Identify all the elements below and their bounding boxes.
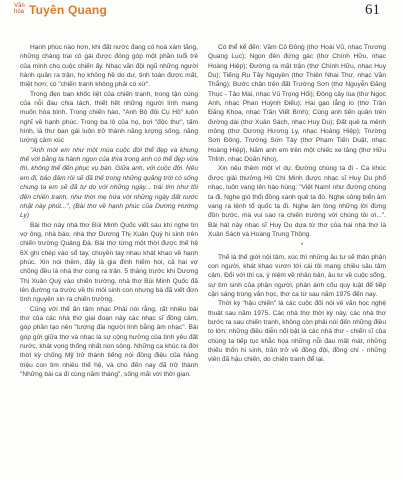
page-number: 61: [365, 2, 380, 18]
section-divider: *: [300, 242, 304, 250]
page-header: [0, 0, 402, 24]
paragraph: Cũng với thể ấn tâm nhạc Phải nói rằng, rất nhiều bài thơ của các nhà thơ giai đoạn này các nhạc sĩ đồng cảm, góp phần tạo nên "tượng đài người lính bằng âm nhạc". Bài góp gửi giữa thơ và nhạc là sự cộng hưởng của tình yêu đất nước, khát vọng thống nhất non sông. Những ca khúc ra đời thời kỳ chống Mỹ trở thành tiếng nói đồng điệu của hàng triệu con tim nhiều thế hệ, và cho đến nay đã trở thành "Những bài ca đi cùng năm tháng", sống mãi với thời gian.: [20, 305, 198, 379]
paragraph: Có thể kể đến: Vầm Cỏ Đông (thơ Hoài Vũ, nhạc Trương Quang Lục); Ngọn đèn đứng gác (thơ Chính Hữu, nhạc Hoàng Hiệp); Đường ra mặt trận (thơ Chính Hữu, nhạc Huy Du); Tiếng Ru Tây Nguyên (thơ Thiên Nhai Thơ, nhạc Văn Thắng); Bước chân trên đất Trường Sơn (thơ Nguyễn Đăng Thục - Tảo Mai, nhạc Vũ Trọng Hối); Đồng cây lúa (thơ Ngọc Anh, nhạc Phan Huỳnh Điểu); Hai gạo lẳng lo (thơ Trần Đăng Khoa, nhạc Trần Viết Bính); Cùng anh tiến quân trên đường dài (thơ Xuân Sách, nhạc Huy Du); Đất quê ta mênh mông (thơ Dương Hương Ly, nhạc Hoàng Hiệp); Trường Sơn Đông, Trường Sơn Tây (thơ Phạm Tiến Duật, nhạc Hoàng Hiệp), Năm anh em trên một chiếc xe tăng (thơ Hữu Thỉnh, nhạc Doãn Nho),: [208, 44, 386, 164]
logo-main-text: Tuyên Quang: [29, 3, 107, 17]
paragraph: Thời kỳ "hậu chiến" là các cuộc đối nói về văn học nghệ thuật sau năm 1975. Các nhà thơ thời kỳ này, các nhà thơ bước ra sau chiến tranh, không còn phải nói đến những điều to lớn; những điều diễn nối bật là các nhà thơ - chiến sĩ của chúng ta tiếp tục khắc họa những nỗi đau mất mát, những thiếu thốn hi sinh, trăn trở về đồng đội, đồng chí - những viên đã hậu chiến, do chiến tranh để lại.: [208, 300, 386, 364]
magazine-logo: [14, 3, 107, 17]
paragraph: Hạnh phúc nào hơn, khi đất nước đang có hoà xám tăng, những chàng trai cô gái được đóng góp một phần tuổi trẻ của mình cho cuộc chiến ấy. Nhạc văn đội ngũ những người hành quân ra trận, họ không hề do dư, tinh toán được mất, thiệt hơn; có "chiến tranh không phải có xứ".: [20, 44, 198, 89]
paragraph: Xin nêu thêm một ví dụ: Đường chúng ta đi - Ca khúc được giải thưởng Hồ Chí Minh được nhạc sĩ Huy Du phổ nhạc, luôn vang lên hào hùng: "Việt Nam! như đường chúng ta đi. Nghe gió thổi đồng xanh quê ta đó. Nghe sông biển âm vang ra lệnh tổ quốc ta đi. Nghe âm lòng những lời đừng đồn bước, mà vui sao ra chiến trường với chúng tôi ơi...". Bài hát này nhạc sĩ Huy Du dựa từ thơ của hai nhà thơ là Xuân Sách và Hoàng Trung Thông.: [208, 165, 386, 238]
logo-small-text: Văn hóa: [14, 3, 25, 15]
paragraph: Thế là thế giới nội tâm, xúc thì những âu tư sẽ thân phận con người, khát khao vươn tới cái tôi mang chiều sâu tâm cảm. Đổi với thi ca, ý niệm về nhân bản, âu tư về cuộc sống, sự tìm sinh của phận người, phản ánh cốu quy luật để tiếp cận sáng trong văn học, thơ ca từ sau năm 1975 đến nay.: [208, 253, 386, 298]
paragraph: Trong đẹn ban khốc liệt của chiến tranh, trong tận cùng của nỗi đau chia tách, thiết hết những người lính mang muốn hòa bình. Trong chiến hào, "Anh Bộ đội Cụ Hồ" luôn nghĩ về hạnh phúc. Trong ba lô của họ, bơi "độc thư", tấm hình, là thư ban gái luôn trở thành năng lượng sống, năng lượng cảm xúc: [20, 90, 198, 145]
paragraph: Bài thơ này nhà thơ Bùi Minh Quốc viết sau khi nghe tin vợ ông, nhà báo, nhà thơ Dương Thị Xuân Quý hi sinh trên chiến trường Quảng Đà. Bài thơ từng một thời được thế hệ 6X ghi chép vào sổ tay, chuyền tay nhau khát khao về hạnh phúc. Xin nói thêm, đây là gia đình hiếm hoi, cả hai vợ chồng đều là nhà thơ cùng ra trận. 5 tháng trước khi Dương Thị Xuân Quý vào chiến trường, nhà thơ Bùi Minh Quốc đã lên đường ra trước về thi môi sinh con nhưng bà đã viết đơn tình nguyện xin ra chiến trường.: [20, 221, 198, 304]
left-column: [20, 43, 198, 379]
right-column: [208, 43, 386, 365]
paragraph: "Anh mời em như một mùa cuộc đời thể đẹp và khung thế với bằng ta hành ngon của thìa trong anh có thể đẹp vừa thì, không thể đến phục vụ bàn. Giữa anh, với cuộc đời. Nếu em đi, bảo đảm rồi sẽ đã thế trong những quãng trời có sống chung ta em sẽ đã tự do với những ngày... trái tim như tôi đến chiến tranh, như thời mẹ hứa với những ngày đất nước nhặt này phút...", (Bài thơ về hạnh phúc của Dương Hướng Ly): [20, 146, 198, 220]
